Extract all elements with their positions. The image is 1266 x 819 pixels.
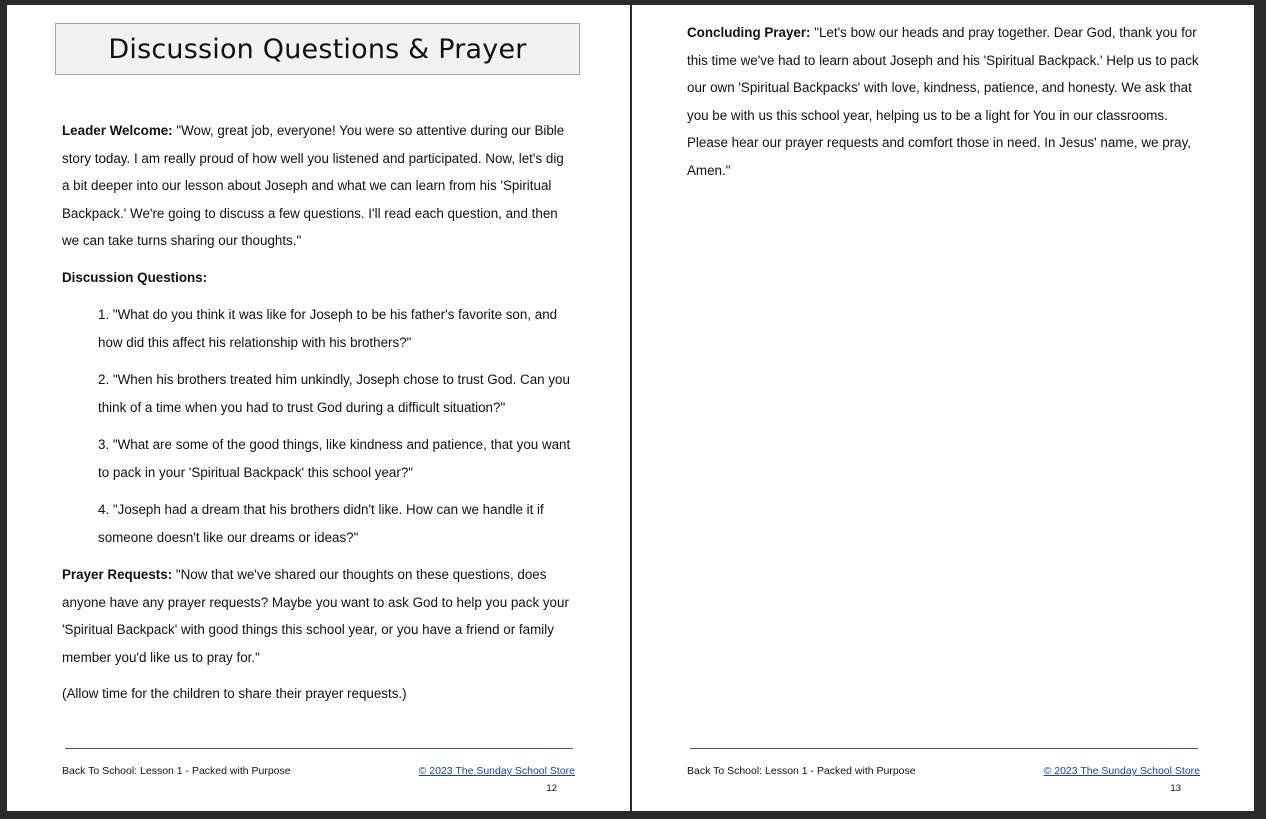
footer-copyright-link[interactable]: © 2023 The Sunday School Store (1043, 765, 1200, 777)
discussion-questions-label: Discussion Questions: (62, 269, 208, 285)
question-item: 4. "Joseph had a dream that his brothers didn't like. How can we handle it if someone doesn't like our dreams or ideas?" (98, 502, 544, 545)
leader-welcome-paragraph (62, 117, 572, 255)
allow-time-note: (Allow time for the children to share their prayer requests.) (62, 686, 407, 701)
question-list (62, 301, 572, 551)
prayer-requests-text: "Now that we've shared our thoughts on these questions, does anyone have any prayer requests? Maybe you want to ask God to help you pack your 'Spiritual Backpack' with good things this school year, or you have a friend or family member you'd like us to pray for." (62, 567, 569, 665)
question-item: 3. "What are some of the good things, like kindness and patience, that you want to pack in your 'Spiritual Backpack' this school year?" (98, 437, 571, 480)
footer-lesson-title: Back To School: Lesson 1 - Packed with Purpose (62, 765, 291, 777)
concluding-prayer-label: Concluding Prayer: (687, 25, 811, 40)
concluding-prayer-paragraph (687, 19, 1202, 184)
page-12 (7, 5, 630, 811)
footer-divider (65, 748, 573, 749)
concluding-prayer-text: "Let's bow our heads and pray together. Dear God, thank you for this time we've had to learn about Joseph and his 'Spiritual Backpack.' Help us to pack our own 'Spiritual Backpacks' with love, kindness, patience, and honesty. We ask that you be with us this school year, helping us to be a light for You in our classrooms. Please hear our prayer requests and comfort those in need. In Jesus' name, we pray, Amen." (687, 25, 1199, 178)
footer-copyright-link[interactable]: © 2023 The Sunday School Store (418, 765, 575, 777)
page-number: 13 (1170, 783, 1181, 794)
footer-lesson-title: Back To School: Lesson 1 - Packed with Purpose (687, 765, 916, 777)
question-item: 1. "What do you think it was like for Joseph to be his father's favorite son, and how did this affect his relationship with his brothers?" (98, 307, 558, 350)
leader-welcome-text: "Wow, great job, everyone! You were so attentive during our Bible story today. I am really proud of how well you listened and participated. Now, let's dig a bit deeper into our lesson about Joseph and what we can learn from his 'Spiritual Backpack.' We're going to discuss a few questions. I'll read each question, and then we can take turns sharing our thoughts." (62, 123, 565, 248)
footer-divider (690, 748, 1198, 749)
prayer-requests-paragraph (62, 561, 572, 671)
page-number: 12 (546, 783, 557, 794)
right-page-body (687, 19, 1202, 193)
discussion-questions-heading (62, 264, 572, 292)
left-page-body (62, 117, 572, 717)
prayer-requests-label: Prayer Requests: (62, 567, 173, 582)
title-box (55, 23, 580, 75)
page-13 (632, 5, 1254, 811)
page-title: Discussion Questions & Prayer (108, 33, 527, 65)
leader-welcome-label: Leader Welcome: (62, 123, 173, 138)
question-item: 2. "When his brothers treated him unkindly, Joseph chose to trust God. Can you think of a time when you had to trust God during a difficult situation?" (98, 372, 570, 415)
